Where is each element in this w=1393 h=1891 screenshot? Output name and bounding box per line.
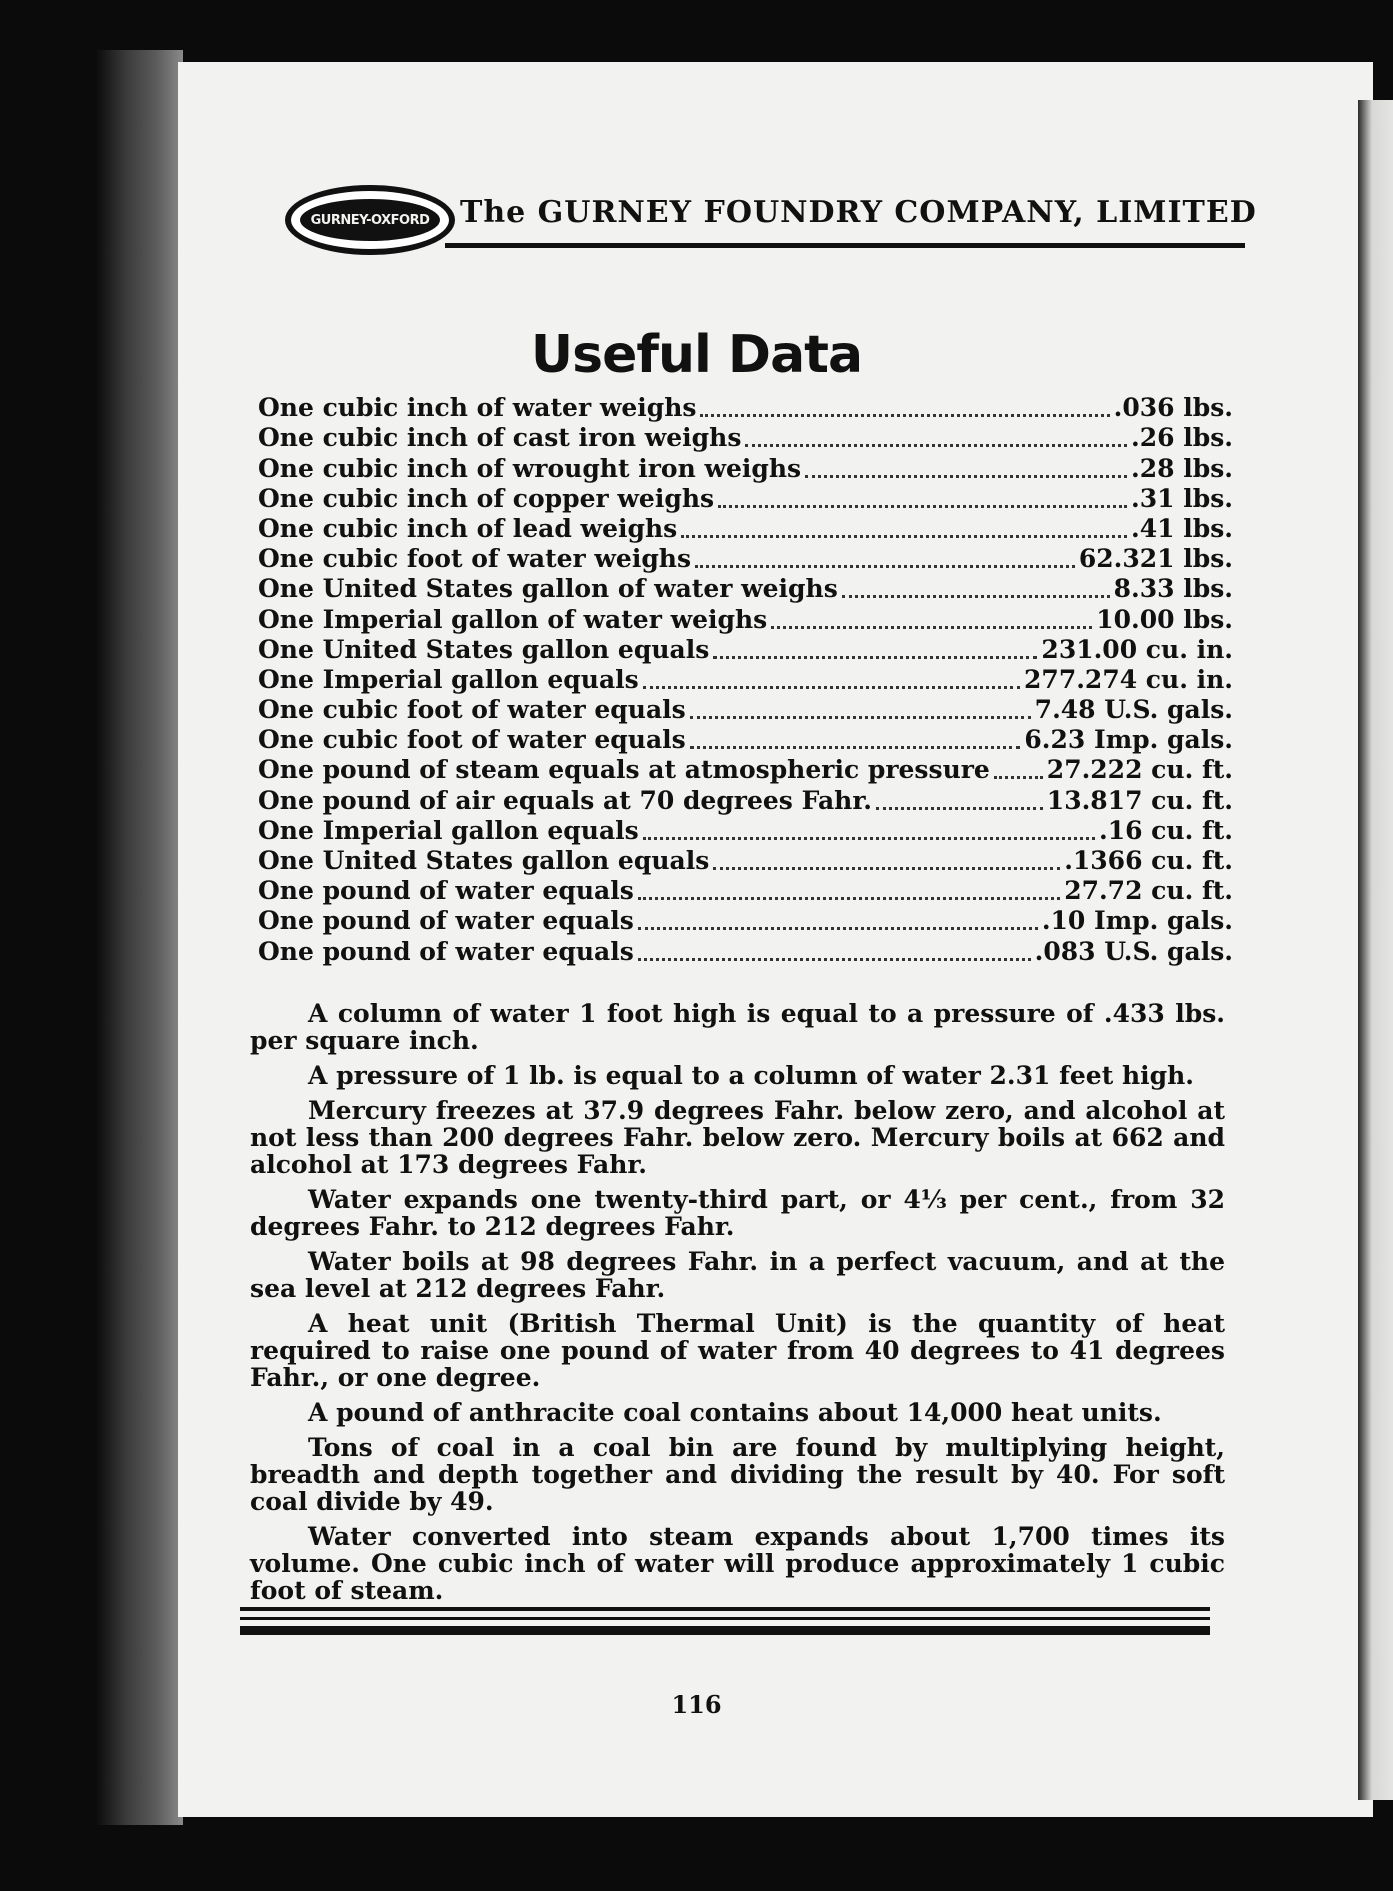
data-row [258, 422, 1233, 452]
leader-dots [695, 563, 1075, 568]
row-value: 7.48 U.S. gals. [1034, 695, 1233, 725]
row-value: 231.00 cu. in. [1041, 634, 1233, 664]
leader-dots [643, 684, 1020, 689]
data-row [258, 452, 1233, 482]
footer-rule [240, 1607, 1210, 1611]
note-paragraph: Mercury freezes at 37.9 degrees Fahr. below zero, and alcohol at not less than 200 degrees Fahr. below zero. Mercury boils at 662 and alcohol at 173 degrees Fahr. [250, 1096, 1225, 1179]
row-value: 13.817 cu. ft. [1046, 785, 1233, 815]
data-row [258, 935, 1233, 965]
row-value: .28 lbs. [1131, 453, 1233, 483]
footer-rule [240, 1626, 1210, 1635]
leader-dots [842, 593, 1110, 598]
data-row [258, 815, 1233, 845]
leader-dots [643, 835, 1095, 840]
note-paragraph: Water boils at 98 degrees Fahr. in a perfect vacuum, and at the sea level at 212 degrees Fahr. [250, 1247, 1225, 1303]
data-row [258, 634, 1233, 664]
data-row [258, 483, 1233, 513]
row-value: .26 lbs. [1131, 423, 1233, 453]
row-value: 27.222 cu. ft. [1046, 755, 1233, 785]
row-label: One United States gallon equals [258, 634, 710, 664]
row-value: 6.23 Imp. gals. [1024, 725, 1233, 755]
data-row [258, 664, 1233, 694]
data-row [258, 845, 1233, 875]
header-rule [445, 243, 1245, 248]
leader-dots [638, 895, 1060, 900]
logo-text: GURNEY-OXFORD [300, 199, 440, 241]
data-row [258, 905, 1233, 935]
leader-dots [805, 473, 1127, 478]
data-row [258, 724, 1233, 754]
row-value: .1366 cu. ft. [1064, 846, 1233, 875]
row-value: .16 cu. ft. [1098, 815, 1233, 845]
data-row [258, 603, 1233, 633]
leader-dots [713, 654, 1037, 659]
row-label: One cubic inch of copper weighs [258, 483, 715, 513]
row-value: 27.72 cu. ft. [1064, 876, 1233, 906]
row-label: One cubic foot of water weighs [258, 544, 692, 574]
leader-dots [745, 442, 1127, 447]
row-label: One Imperial gallon equals [258, 815, 639, 845]
row-label: One cubic inch of cast iron weighs [258, 423, 742, 453]
note-paragraph: A pound of anthracite coal contains about 14,000 heat units. [308, 1398, 1162, 1427]
leader-dots [718, 503, 1127, 508]
row-value: 277.274 cu. in. [1024, 664, 1233, 694]
notes-section [250, 1000, 1225, 1612]
row-value: 62.321 lbs. [1078, 544, 1233, 574]
row-label: One pound of air equals at 70 degrees Fahr. [258, 785, 872, 815]
data-row [258, 543, 1233, 573]
footer-rule [240, 1617, 1210, 1620]
data-row [258, 875, 1233, 905]
note-paragraph: A heat unit (British Thermal Unit) is the quantity of heat required to raise one pound of water from 40 degrees to 41 degrees Fahr., or one degree. [250, 1309, 1225, 1392]
row-label: One United States gallon equals [258, 846, 710, 875]
row-value: .41 lbs. [1131, 513, 1233, 543]
row-value: .083 U.S. gals. [1034, 936, 1233, 966]
row-value: .10 Imp. gals. [1041, 906, 1233, 936]
note-paragraph: A column of water 1 foot high is equal to a pressure of .433 lbs. per square inch. [250, 999, 1225, 1055]
leader-dots [681, 533, 1127, 538]
row-label: One pound of water equals [258, 906, 634, 936]
row-value: .036 lbs. [1113, 393, 1233, 423]
row-label: One pound of water equals [258, 936, 634, 966]
leader-dots [638, 956, 1031, 961]
data-row [258, 784, 1233, 814]
data-row [258, 754, 1233, 784]
data-row [258, 392, 1233, 422]
leader-dots [690, 744, 1021, 749]
company-logo [285, 185, 455, 255]
row-label: One cubic foot of water equals [258, 695, 686, 725]
row-label: One Imperial gallon of water weighs [258, 604, 768, 634]
data-row [258, 694, 1233, 724]
row-label: One cubic foot of water equals [258, 725, 686, 755]
row-label: One Imperial gallon equals [258, 664, 639, 694]
leader-dots [713, 865, 1060, 870]
leader-dots [876, 805, 1043, 810]
page-header [285, 185, 1260, 255]
note-paragraph: Water converted into steam expands about 1,700 times its volume. One cubic inch of water will produce approximately 1 cubic foot of steam. [250, 1522, 1225, 1605]
row-label: One cubic inch of water weighs [258, 393, 697, 423]
row-label: One pound of water equals [258, 876, 634, 906]
note-paragraph: A pressure of 1 lb. is equal to a column of water 2.31 feet high. [308, 1061, 1194, 1090]
leader-dots [638, 925, 1038, 930]
row-label: One cubic inch of lead weighs [258, 513, 678, 543]
row-label: One pound of steam equals at atmospheric pressure [258, 755, 990, 785]
note-paragraph: Water expands one twenty-third part, or 4⅓ per cent., from 32 degrees Fahr. to 212 degrees Fahr. [250, 1185, 1225, 1241]
company-name: The GURNEY FOUNDRY COMPANY, LIMITED [460, 195, 1257, 230]
leader-dots [700, 412, 1109, 417]
note-paragraph: Tons of coal in a coal bin are found by multiplying height, breadth and depth together and dividing the result by 40. For soft coal divide by 49. [250, 1433, 1225, 1516]
row-label: One cubic inch of wrought iron weighs [258, 453, 802, 483]
row-value: .31 lbs. [1131, 483, 1233, 513]
page-title: Useful Data [530, 325, 863, 385]
book-binding-edge [95, 50, 183, 1825]
row-value: 10.00 lbs. [1096, 604, 1233, 634]
leader-dots [690, 714, 1031, 719]
row-label: One United States gallon of water weighs [258, 574, 838, 604]
leader-dots [771, 624, 1092, 629]
data-row [258, 513, 1233, 543]
row-value: 8.33 lbs. [1113, 574, 1233, 604]
data-table [258, 392, 1233, 966]
page-number: 116 [671, 1690, 722, 1719]
leader-dots [994, 774, 1043, 779]
data-row [258, 573, 1233, 603]
